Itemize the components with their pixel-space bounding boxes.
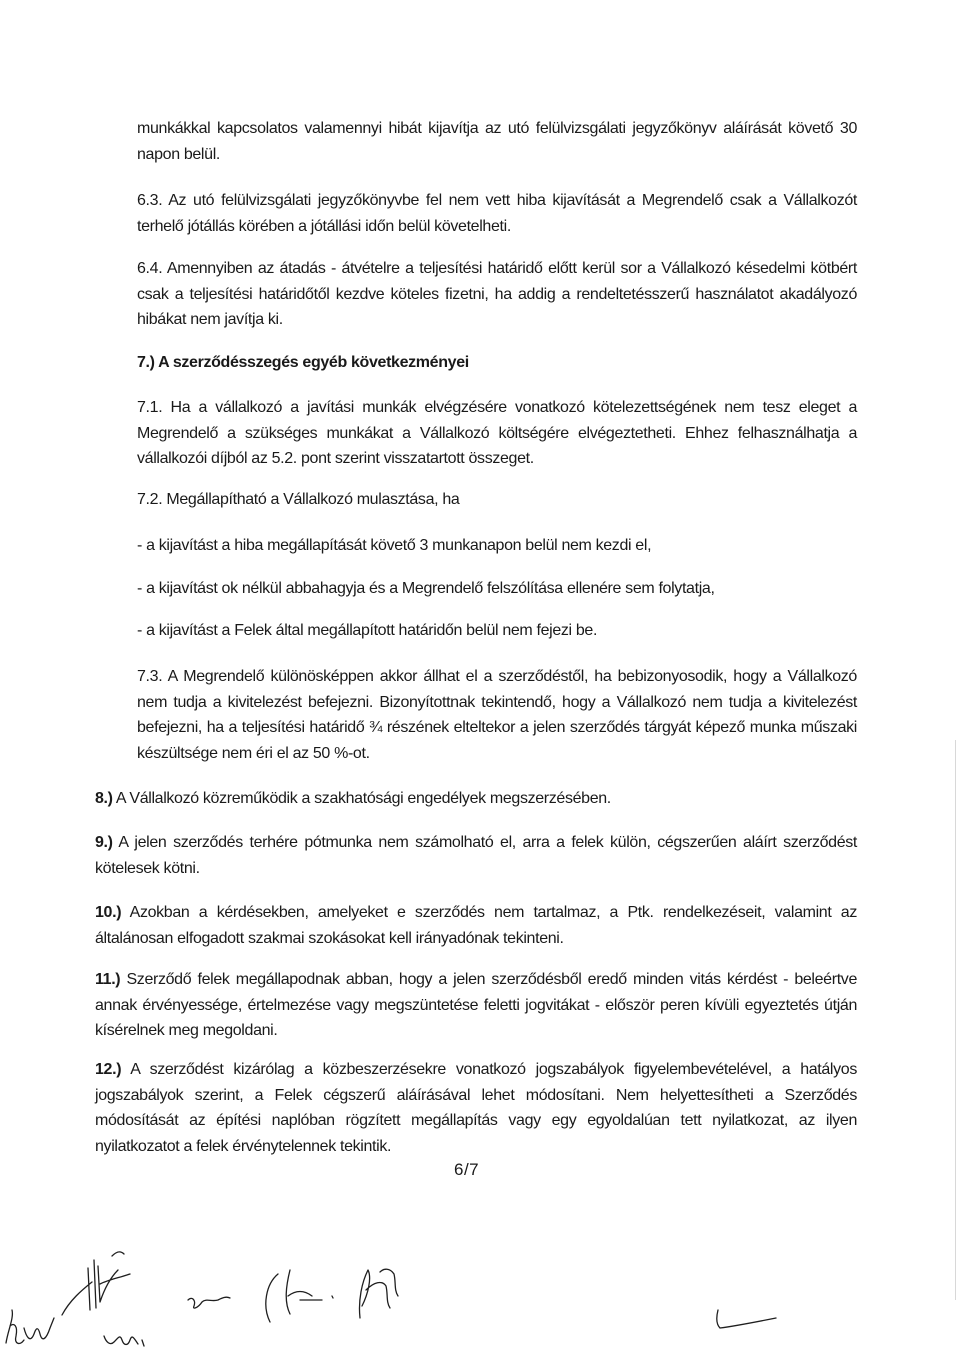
page-number: 6/7: [454, 1160, 480, 1179]
handwritten-signatures: [0, 1150, 960, 1357]
section-12: [95, 1057, 857, 1159]
section-10-text: Azokban a kérdésekben, amelyeket e szerződés nem tartalmaz, a Ptk. rendelkezéseit, valamint az általánosan elfogadott szakmai szokásokat kell irányadónak tekinteni.: [95, 904, 857, 947]
signature-mark-5: [266, 1270, 333, 1322]
signature-mark-6: [359, 1269, 398, 1318]
section-8-number: 8.): [95, 790, 113, 807]
signature-mark-2: [62, 1252, 130, 1315]
section-10-number: 10.): [95, 904, 122, 921]
bullet-item-3: - a kijavítást a Felek által megállapított határidőn belül nem fejezi be.: [137, 622, 598, 639]
section-11-text: Szerződő felek megállapodnak abban, hogy a jelen szerződésből eredő minden vitás kérdést - beleértve annak érvényessége, értelmezése vagy megszüntetése feletti jogvitákat - először peren kívüli egyeztetés útján kísérelnek meg megoldani.: [95, 971, 857, 1039]
signature-mark-7: [717, 1310, 776, 1328]
paragraph-6-2-continuation: munkákkal kapcsolatos valamennyi hibát kijavítja az utó felülvizsgálati jegyzőkönyv aláírását követő 30 napon belül.: [137, 120, 857, 163]
bullet-item-2: - a kijavítást ok nélkül abbahagyja és a Megrendelő felszólítása ellenére sem folytatja,: [137, 580, 715, 597]
section-11-number: 11.): [95, 971, 121, 988]
section-12-number: 12.): [95, 1061, 122, 1078]
paragraph-7-3: 7.3. A Megrendelő különösképpen akkor állhat el a szerződéstől, ha bebizonyosodik, hogy a Vállalkozó nem tudja a kivitelezést befejezni. Bizonyítottnak tekintendő, hogy a Vállalkozó nem tudja a kivitelezést befejezni, ha a teljesítési határidő ¾ részének elteltekor a jelen szerződés tárgyát képező munka műszaki készültsége nem éri el az 50 %-ot.: [137, 668, 857, 762]
paragraph-7-1: 7.1. Ha a vállalkozó a javítási munkák elvégzésére vonatkozó kötelezettségének nem tesz eleget a Megrendelő a szükséges munkákat a Vállalkozó költségére elvégeztetheti. Ehhez felhasználhatja a vállalkozói díjból az 5.2. pont szerint visszatartott összeget.: [137, 399, 857, 467]
section-9-text: A jelen szerződés terhére pótmunka nem számolható el, arra a felek külön, cégszerűen aláírt szerződést kötelesek kötni.: [95, 834, 857, 877]
bullet-item-1: - a kijavítást a hiba megállapítását követő 3 munkanapon belül nem kezdi el,: [137, 537, 652, 554]
paragraph-6-4: 6.4. Amennyiben az átadás - átvételre a teljesítési határidő előtt kerül sor a Vállalkozó késedelmi kötbért csak a teljesítési határidőtől kezdve köteles fizetni, ha addig a rendeltetésszerű használatot akadályozó hibákat nem javítja ki.: [137, 260, 857, 328]
section-12-text: A szerződést kizárólag a közbeszerzésekre vonatkozó jogszabályok figyelembevételével, a hatályos jogszabályok szerint, a Felek cégszerű aláírásával lehet módosítani. Nem helyettesítheti a Szerződés módosítását az építési naplóban rögzített megállapítás vagy egy egyoldalúan tett nyilatkozat, az ilyen nyilatkozatot a felek érvénytelennek tekintik.: [95, 1061, 857, 1155]
section-8: [95, 786, 857, 812]
section-10: [95, 900, 857, 951]
section-7-heading: 7.) A szerződésszegés egyéb következményei: [137, 354, 469, 371]
section-8-text: A Vállalkozó közreműködik a szakhatósági engedélyek megszerzésében.: [112, 790, 611, 807]
section-9: [95, 830, 857, 881]
paragraph-7-2: 7.2. Megállapítható a Vállalkozó mulasztása, ha: [137, 491, 460, 508]
signature-mark-3: [104, 1336, 144, 1346]
paragraph-6-3: 6.3. Az utó felülvizsgálati jegyzőkönyvbe fel nem vett hiba kijavítását a Megrendelő csak a Vállalkozót terhelő jótállás körében a jótállási időn belül követelheti.: [137, 192, 857, 235]
signature-mark-1: [6, 1310, 54, 1343]
signature-mark-4: [188, 1297, 230, 1308]
section-11: [95, 967, 857, 1044]
section-9-number: 9.): [95, 834, 113, 851]
